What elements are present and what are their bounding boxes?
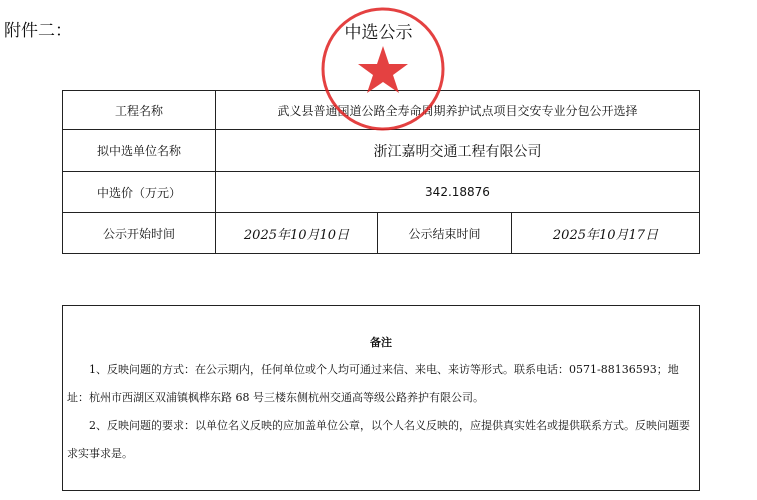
table-row — [63, 172, 700, 213]
project-label: 工程名称 — [63, 91, 216, 130]
notes-paragraph-2: 2、反映问题的要求：以单位名义反映的应加盖单位公章，以个人名义反映的，应提供真实姓名或提供联系方式。反映问题要求实事求是。 — [67, 419, 690, 460]
start-value: 2025年10月10日 — [216, 213, 378, 254]
project-value: 武义县普通国道公路全寿命周期养护试点项目交安专业分包公开选择 — [216, 91, 700, 130]
price-value: 342.18876 — [216, 172, 700, 213]
notes-box — [62, 305, 700, 491]
table-row — [63, 130, 700, 172]
end-label: 公示结束时间 — [378, 213, 512, 254]
page-title: 中选公示 — [344, 23, 413, 43]
end-value: 2025年10月17日 — [512, 213, 700, 254]
price-label: 中选价（万元） — [63, 172, 216, 213]
unit-label: 拟中选单位名称 — [63, 130, 216, 172]
notes-heading: 备注 — [370, 336, 392, 349]
attachment-label: 附件二： — [4, 21, 72, 41]
notes-paragraph-1: 1、反映问题的方式：在公示期内，任何单位或个人均可通过来信、来电、来访等形式。联系电话：0571-88136593；地址：杭州市西湖区双浦镇枫桦东路 68 号三楼东侧杭州交通高等级公路养护有限公司。 — [67, 363, 679, 404]
start-label: 公示开始时间 — [63, 213, 216, 254]
table-row — [63, 213, 700, 254]
official-seal-icon — [318, 4, 448, 134]
unit-value: 浙江嘉明交通工程有限公司 — [216, 130, 700, 172]
